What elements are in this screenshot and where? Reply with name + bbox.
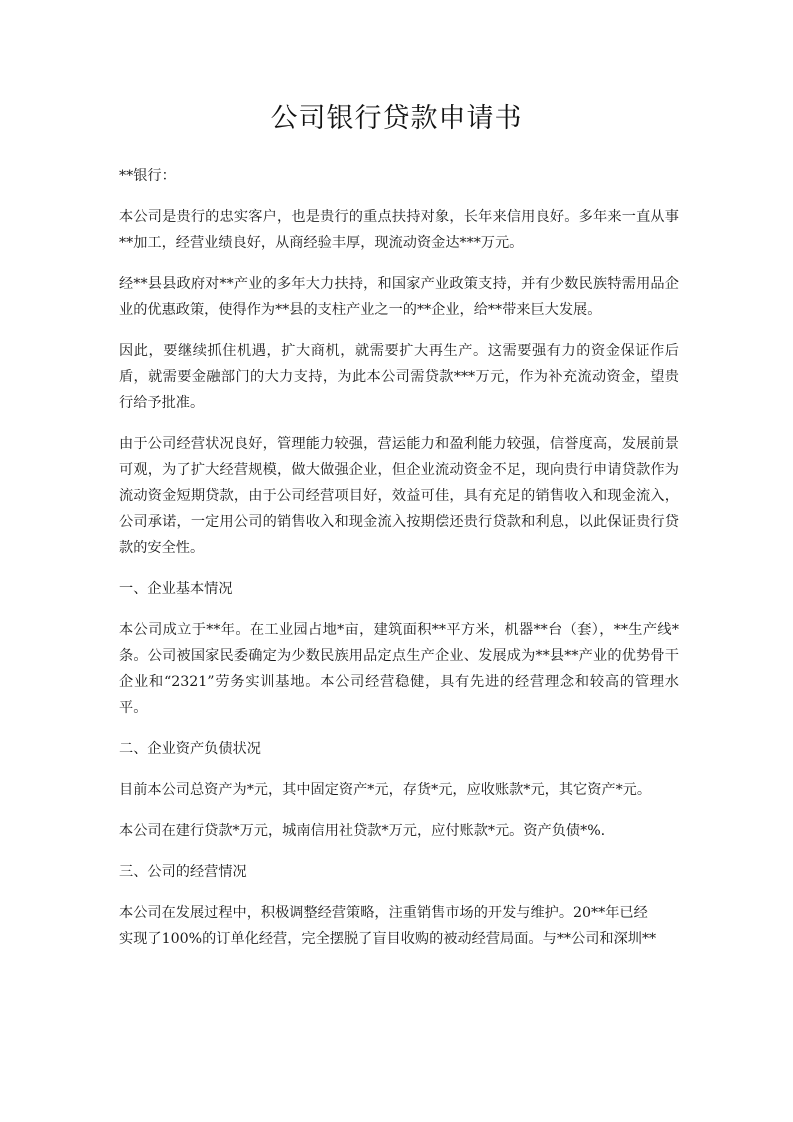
paragraph-basic-info: 本公司成立于**年。在工业园占地*亩，建筑面积**平方米，机器**台（套），**生产线*条。公司被国家民委确定为少数民族用品定点生产企业、发展成为**县**产业的优势骨干企业和“2321”劳务实训基地。本公司经营稳健，具有先进的经营理念和较高的管理水平。	[119, 622, 679, 716]
document-body	[119, 163, 679, 952]
section-heading-operations: 三、公司的经营情况	[119, 864, 247, 880]
paragraph-policy: 经**县县政府对**产业的多年大力扶持，和国家产业政策支持，并有少数民族特需用品企业的优惠政策，使得作为**县的支柱产业之一的**企业，给**带来巨大发展。	[119, 276, 679, 318]
salutation: **银行：	[119, 168, 176, 184]
section-heading-basic-info: 一、企业基本情况	[119, 581, 233, 597]
section-heading-assets: 二、企业资产负债状况	[119, 741, 261, 757]
paragraph-intro: 本公司是贵行的忠实客户，也是贵行的重点扶持对象，长年来信用良好。多年来一直从事**加工，经营业绩良好，从商经验丰厚，现流动资金达***万元。	[119, 209, 679, 251]
paragraph-assets: 目前本公司总资产为*元，其中固定资产*元，存货*元，应收账款*元，其它资产*元。	[119, 782, 652, 798]
paragraph-commitment: 由于公司经营状况良好，管理能力较强，营运能力和盈利能力较强，信誉度高，发展前景可观，为了扩大经营规模，做大做强企业，但企业流动资金不足，现向贵行申请贷款作为流动资金短期贷款，由于公司经营项目好，效益可佳，具有充足的销售收入和现金流入，公司承诺，一定用公司的销售收入和现金流入按期偿还贵行贷款和利息，以此保证贵行贷款的安全性。	[119, 436, 679, 556]
paragraph-operations	[119, 900, 679, 952]
operations-line-2: 实现了100%的订单化经营，完全摆脱了盲目收购的被动经营局面。与**公司和深圳**	[119, 931, 657, 947]
paragraph-loan-request: 因此，要继续抓住机遇，扩大商机，就需要扩大再生产。这需要强有力的资金保证作后盾，就需要金融部门的大力支持，为此本公司需贷款***万元，作为补充流动资金，望贵行给予批准。	[119, 343, 679, 411]
document-title: 公司银行贷款申请书	[270, 103, 523, 134]
operations-line-1: 本公司在发展过程中，积极调整经营策略，注重销售市场的开发与维护。20**年已经	[119, 905, 648, 921]
paragraph-liabilities: 本公司在建行贷款*万元，城南信用社贷款*万元，应付账款*元。资产负债*%.	[119, 823, 606, 839]
